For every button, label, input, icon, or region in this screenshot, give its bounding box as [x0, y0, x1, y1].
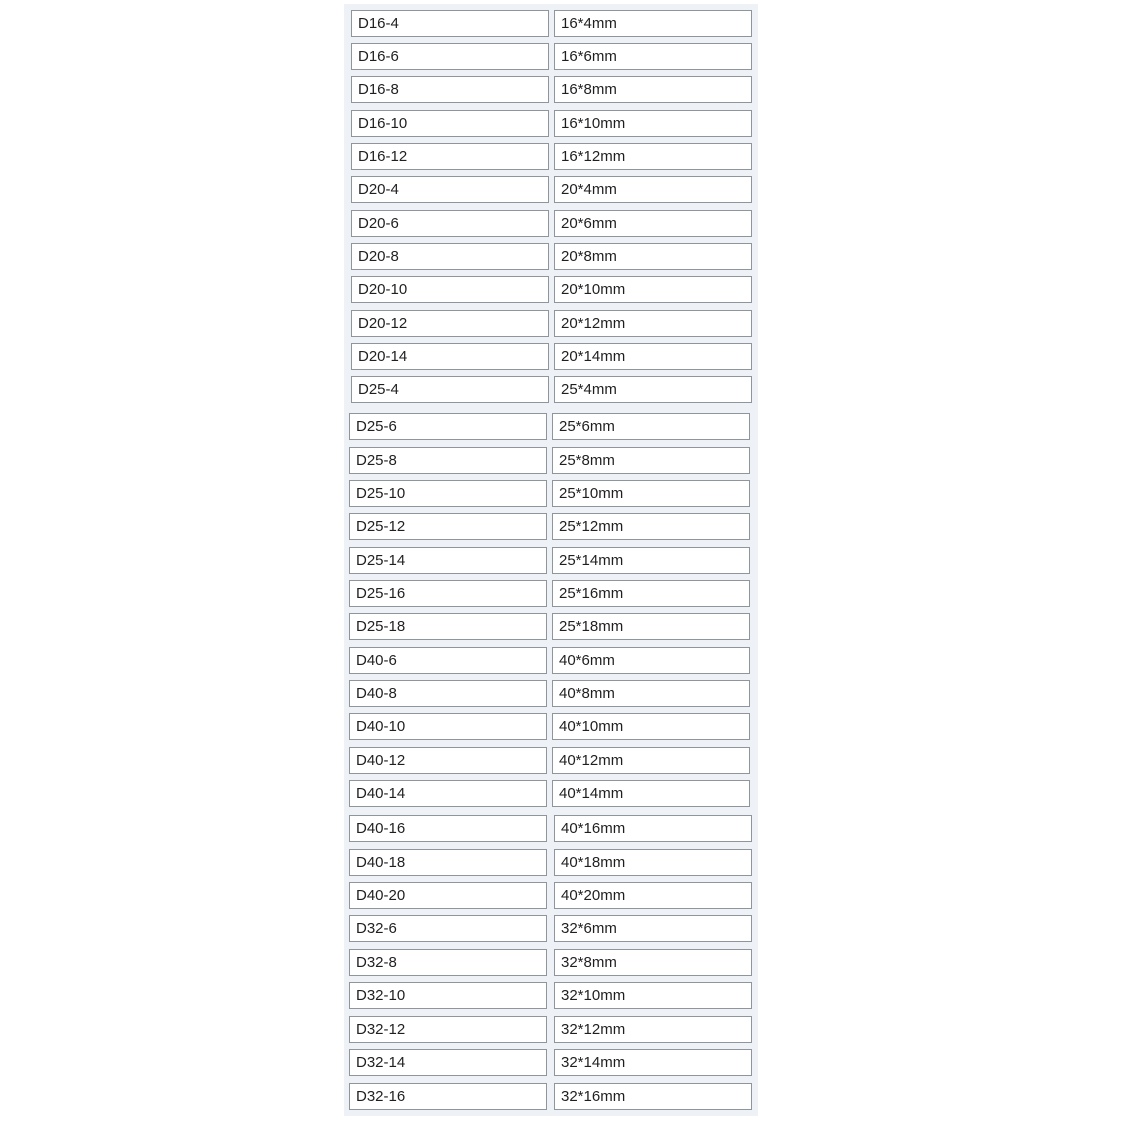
dimension-cell: 32*12mm: [554, 1016, 752, 1043]
model-code-cell: D25-18: [349, 613, 547, 640]
dimension-cell: 40*6mm: [552, 647, 750, 674]
model-code-cell: D40-14: [349, 780, 547, 807]
model-code-cell: D25-16: [349, 580, 547, 607]
model-code-cell: D40-8: [349, 680, 547, 707]
model-code-cell: D16-12: [351, 143, 549, 170]
model-code-cell: D25-4: [351, 376, 549, 403]
model-code-cell: D16-10: [351, 110, 549, 137]
model-code-cell: D16-4: [351, 10, 549, 37]
dimension-cell: 40*18mm: [554, 849, 752, 876]
model-code-cell: D32-14: [349, 1049, 547, 1076]
dimension-cell: 25*18mm: [552, 613, 750, 640]
dimension-cell: 40*10mm: [552, 713, 750, 740]
dimension-cell: 20*6mm: [554, 210, 752, 237]
dimension-cell: 32*10mm: [554, 982, 752, 1009]
dimension-cell: 16*4mm: [554, 10, 752, 37]
model-code-cell: D40-16: [349, 815, 547, 842]
dimension-cell: 20*14mm: [554, 343, 752, 370]
model-code-cell: D25-6: [349, 413, 547, 440]
dimension-cell: 25*14mm: [552, 547, 750, 574]
model-code-cell: D32-10: [349, 982, 547, 1009]
model-code-cell: D20-10: [351, 276, 549, 303]
model-code-cell: D25-12: [349, 513, 547, 540]
dimension-cell: 16*12mm: [554, 143, 752, 170]
dimension-cell: 20*8mm: [554, 243, 752, 270]
dimension-cell: 16*10mm: [554, 110, 752, 137]
dimension-cell: 32*6mm: [554, 915, 752, 942]
model-code-cell: D32-6: [349, 915, 547, 942]
dimension-cell: 40*12mm: [552, 747, 750, 774]
dimension-cell: 20*10mm: [554, 276, 752, 303]
dimension-cell: 32*16mm: [554, 1083, 752, 1110]
model-code-cell: D20-6: [351, 210, 549, 237]
dimension-cell: 25*10mm: [552, 480, 750, 507]
model-code-cell: D25-8: [349, 447, 547, 474]
model-code-cell: D32-16: [349, 1083, 547, 1110]
dimension-cell: 20*12mm: [554, 310, 752, 337]
dimension-cell: 16*6mm: [554, 43, 752, 70]
model-code-cell: D40-18: [349, 849, 547, 876]
dimension-cell: 20*4mm: [554, 176, 752, 203]
dimension-cell: 25*8mm: [552, 447, 750, 474]
dimension-cell: 25*16mm: [552, 580, 750, 607]
dimension-cell: 40*16mm: [554, 815, 752, 842]
model-code-cell: D32-12: [349, 1016, 547, 1043]
model-code-cell: D20-12: [351, 310, 549, 337]
model-code-cell: D20-8: [351, 243, 549, 270]
dimension-cell: 32*14mm: [554, 1049, 752, 1076]
dimension-cell: 40*14mm: [552, 780, 750, 807]
model-code-cell: D25-10: [349, 480, 547, 507]
model-code-cell: D16-8: [351, 76, 549, 103]
dimension-cell: 16*8mm: [554, 76, 752, 103]
size-table: [344, 4, 758, 1116]
dimension-cell: 40*20mm: [554, 882, 752, 909]
dimension-cell: 25*4mm: [554, 376, 752, 403]
model-code-cell: D20-4: [351, 176, 549, 203]
dimension-cell: 32*8mm: [554, 949, 752, 976]
dimension-cell: 25*6mm: [552, 413, 750, 440]
model-code-cell: D32-8: [349, 949, 547, 976]
model-code-cell: D16-6: [351, 43, 549, 70]
model-code-cell: D25-14: [349, 547, 547, 574]
dimension-cell: 25*12mm: [552, 513, 750, 540]
model-code-cell: D20-14: [351, 343, 549, 370]
model-code-cell: D40-20: [349, 882, 547, 909]
model-code-cell: D40-12: [349, 747, 547, 774]
model-code-cell: D40-6: [349, 647, 547, 674]
dimension-cell: 40*8mm: [552, 680, 750, 707]
model-code-cell: D40-10: [349, 713, 547, 740]
